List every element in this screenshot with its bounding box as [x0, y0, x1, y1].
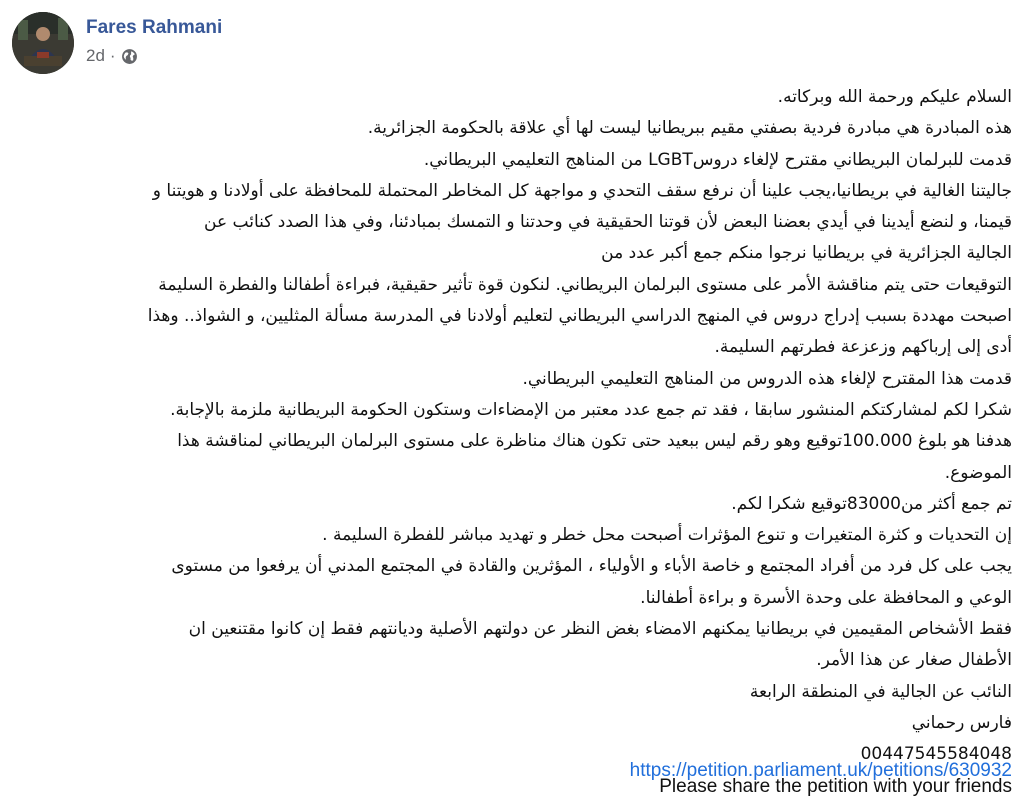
post-text-line: قدمت هذا المقترح لإلغاء هذه الدروس من المناهج التعليمي البريطاني. [522, 368, 1012, 389]
post-text-line: الأطفال صغار عن هذا الأمر. [816, 650, 1012, 671]
post-text-line: 00447545584048 [860, 744, 1012, 765]
author-name[interactable]: Fares Rahmani [86, 17, 223, 38]
post-text-line: الوعي و المحافظة على وحدة الأسرة و براءة أطفالنا. [640, 587, 1012, 608]
post-text-line: النائب عن الجالية في المنطقة الرابعة [749, 681, 1012, 702]
post-meta [86, 16, 222, 66]
post-text-line: فارس رحماني [911, 712, 1012, 733]
avatar-image [12, 12, 74, 74]
post-text-line: فقط الأشخاص المقيمين في بريطانيا يمكنهم الامضاء بغض النظر عن دولتهم الأصلية وديانتهم فقط إن كانوا مقتنعين ان [188, 619, 1012, 640]
post-text-line: الموضوع. [944, 462, 1012, 483]
post-header [12, 12, 222, 76]
post-text-line: اصبحت مهددة بسبب إدراج دروس في المنهج الدراسي البريطاني لتعليم أولادنا في المدرسة مسألة المثليين، و الشواذ.. وهذا [147, 306, 1012, 327]
post-text-line: السلام عليكم ورحمة الله وبركاته. [777, 87, 1012, 107]
post-text-line: جاليتنا الغالية في بريطانيا،يجب علينا أن نرفع سقف التحدي و مواجهة كل المخاطر المحتملة للمحافظة على أولادنا و هويتنا و [152, 180, 1012, 201]
share-request-line: Please share the petition with your friends [659, 775, 1012, 797]
post-text-line: أدى إلى إرباكهم وزعزعة فطرتهم السليمة. [714, 337, 1012, 358]
post-text-line: التوقيعات حتى يتم مناقشة الأمر على مستوى البرلمان البريطاني. لنكون قوة تأثير حقيقية، فبراءة أطفالنا والفطرة السليمة [158, 274, 1012, 295]
separator-dot: · [109, 46, 116, 65]
post-text-line: قيمنا، و لنضع أيدينا في أيدي بعضنا البعض لأن قوتنا الحقيقية في وحدتنا و التمسك بمبادئنا، وفي هذا الصدد كنائب عن [204, 212, 1012, 233]
post-text-line: شكرا لكم لمشاركتكم المنشور سابقا ، فقد تم جمع عدد معتبر من الإمضاءات وستكون الحكومة البريطانية ملزمة بالإجابة. [170, 399, 1012, 420]
post-text-line: يجب على كل فرد من أفراد المجتمع و خاصة الأباء و الأولياء ، المؤثرين والقادة في المجتمع المدني أن يرفعوا من مستوى [171, 556, 1012, 577]
post-text-line: تم جمع أكثر من83000توقيع شكرا لكم. [731, 493, 1012, 514]
post-text-line: هذه المبادرة هي مبادرة فردية بصفتي مقيم ببريطانيا ليست لها أي علاقة بالحكومة الجزائرية. [367, 118, 1012, 139]
post-text-line: الجالية الجزائرية في بريطانيا نرجوا منكم جمع أكبر عدد من [601, 243, 1012, 264]
post-text-line: هدفنا هو بلوغ 100.000توقيع وهو رقم ليس ببعيد حتى تكون هناك مناظرة على مستوى البرلمان البريطاني لمناقشة هذا [177, 431, 1012, 452]
avatar[interactable] [12, 12, 74, 74]
post-text-line: قدمت للبرلمان البريطاني مقترح لإلغاء دروسLGBT من المناهج التعليمي البريطاني. [423, 149, 1012, 170]
petition-link[interactable]: https://petition.parliament.uk/petitions/630932 [629, 760, 1012, 781]
globe-icon[interactable] [121, 48, 138, 65]
post-text-line: إن التحديات و كثرة المتغيرات و تنوع المؤثرات أصبحت محل خطر و تهديد مباشر للفطرة السليمة . [322, 525, 1012, 546]
post-timestamp[interactable]: 2d [86, 46, 105, 65]
post-body [12, 82, 1012, 802]
post-subline [86, 46, 222, 66]
